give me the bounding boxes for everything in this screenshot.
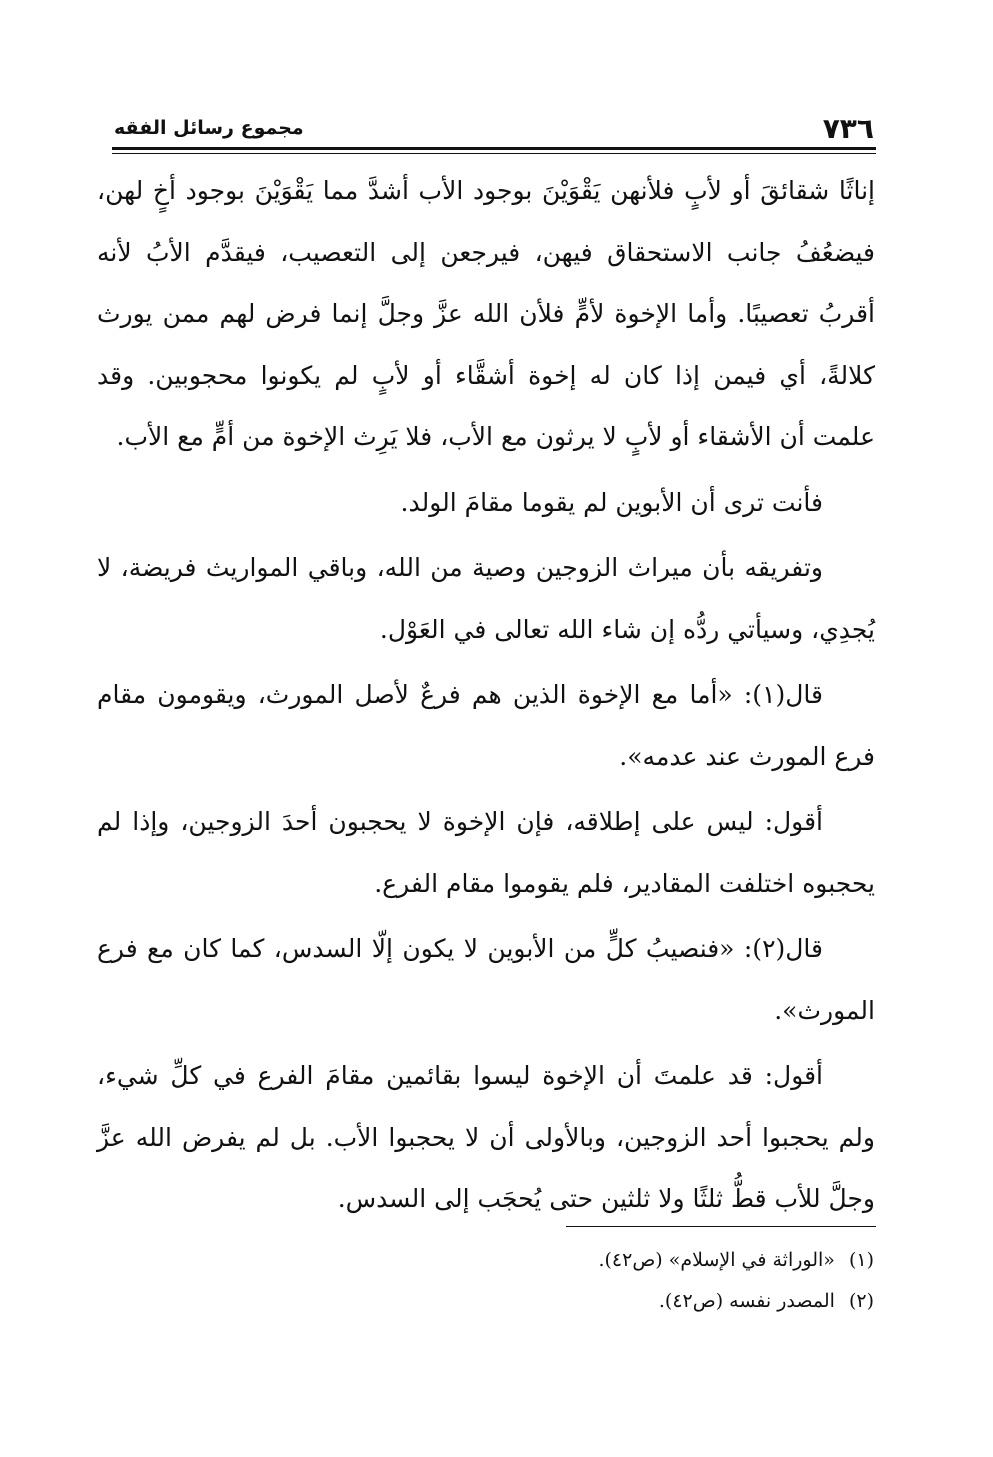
header-rule-thin: [112, 153, 876, 154]
header-rule-thick: [112, 147, 876, 150]
header-title: مجموع رسائل الفقه: [114, 117, 304, 139]
footnote-text: المصدر نفسه (ص٤٢).: [658, 1290, 835, 1312]
main-text: [97, 160, 875, 1234]
paragraph-2: فأنت ترى أن الأبوين لم يقوما مقامَ الولد.: [400, 487, 823, 517]
paragraph-7: أقول: قد علمتَ أن الإخوة ليسوا بقائمين مقامَ الفرع في كلِّ شيء، ولم يحجبوا أحد الزوجين، وبالأولى أن لا يحجبوا الأب. بل لم يفرض الله عزَّ وجلَّ للأب قطُّ ثلثًا ولا ثلثين حتى يُحجَب إلى السدس.: [97, 1061, 875, 1213]
page-number: ٧٣٦: [822, 111, 874, 145]
footnote-2: [300, 1281, 874, 1322]
footnote-separator: [566, 1226, 876, 1227]
footnote-mark: (١): [848, 1249, 874, 1271]
paragraph-6: قال(٢): «فنصيبُ كلٍّ من الأبوين لا يكون إلّا السدس، كما كان مع فرع المورث».: [97, 934, 875, 1025]
paragraph-5: أقول: ليس على إطلاقه، فإن الإخوة لا يحجبون أحدَ الزوجين، وإذا لم يحجبوه اختلفت المقادير، فلم يقوموا مقام الفرع.: [97, 807, 875, 898]
footnote-1: [300, 1240, 874, 1281]
paragraph-3: وتفريقه بأن ميراث الزوجين وصية من الله، وباقي المواريث فريضة، لا يُجدِي، وسيأتي ردُّه إن شاء الله تعالى في العَوْل.: [97, 553, 875, 644]
paragraph-4: قال(١): «أما مع الإخوة الذين هم فرعٌ لأصل المورث، ويقومون مقام فرع المورث عند عدمه».: [97, 680, 875, 771]
paragraph-1: إناثًا شقائقَ أو لأبٍ فلأنهن يَقْوَيْنَ بوجود الأب أشدَّ مما يَقْوَيْنَ بوجود أخٍ لهن، فيضعُفُ جانب الاستحقاق فيهن، فيرجعن إلى التعصيب، فيقدَّم الأبُ لأنه أقربُ تعصيبًا. وأما الإخوة لأمٍّ فلأن الله عزَّ وجلَّ إنما فرض لهم ممن يورث كلالةً، أي فيمن إذا كان له إخوة أشقَّاء أو لأبٍ لم يكونوا محجوبين. وقد علمت أن الأشقاء أو لأبٍ لا يرثون مع الأب، فلا يَرِث الإخوة من أمٍّ مع الأب.: [97, 176, 875, 451]
footnote-mark: (٢): [848, 1290, 874, 1312]
footnote-text: «الوراثة في الإسلام» (ص٤٢).: [598, 1249, 835, 1271]
running-header: [114, 108, 874, 148]
footnotes: [300, 1240, 874, 1322]
